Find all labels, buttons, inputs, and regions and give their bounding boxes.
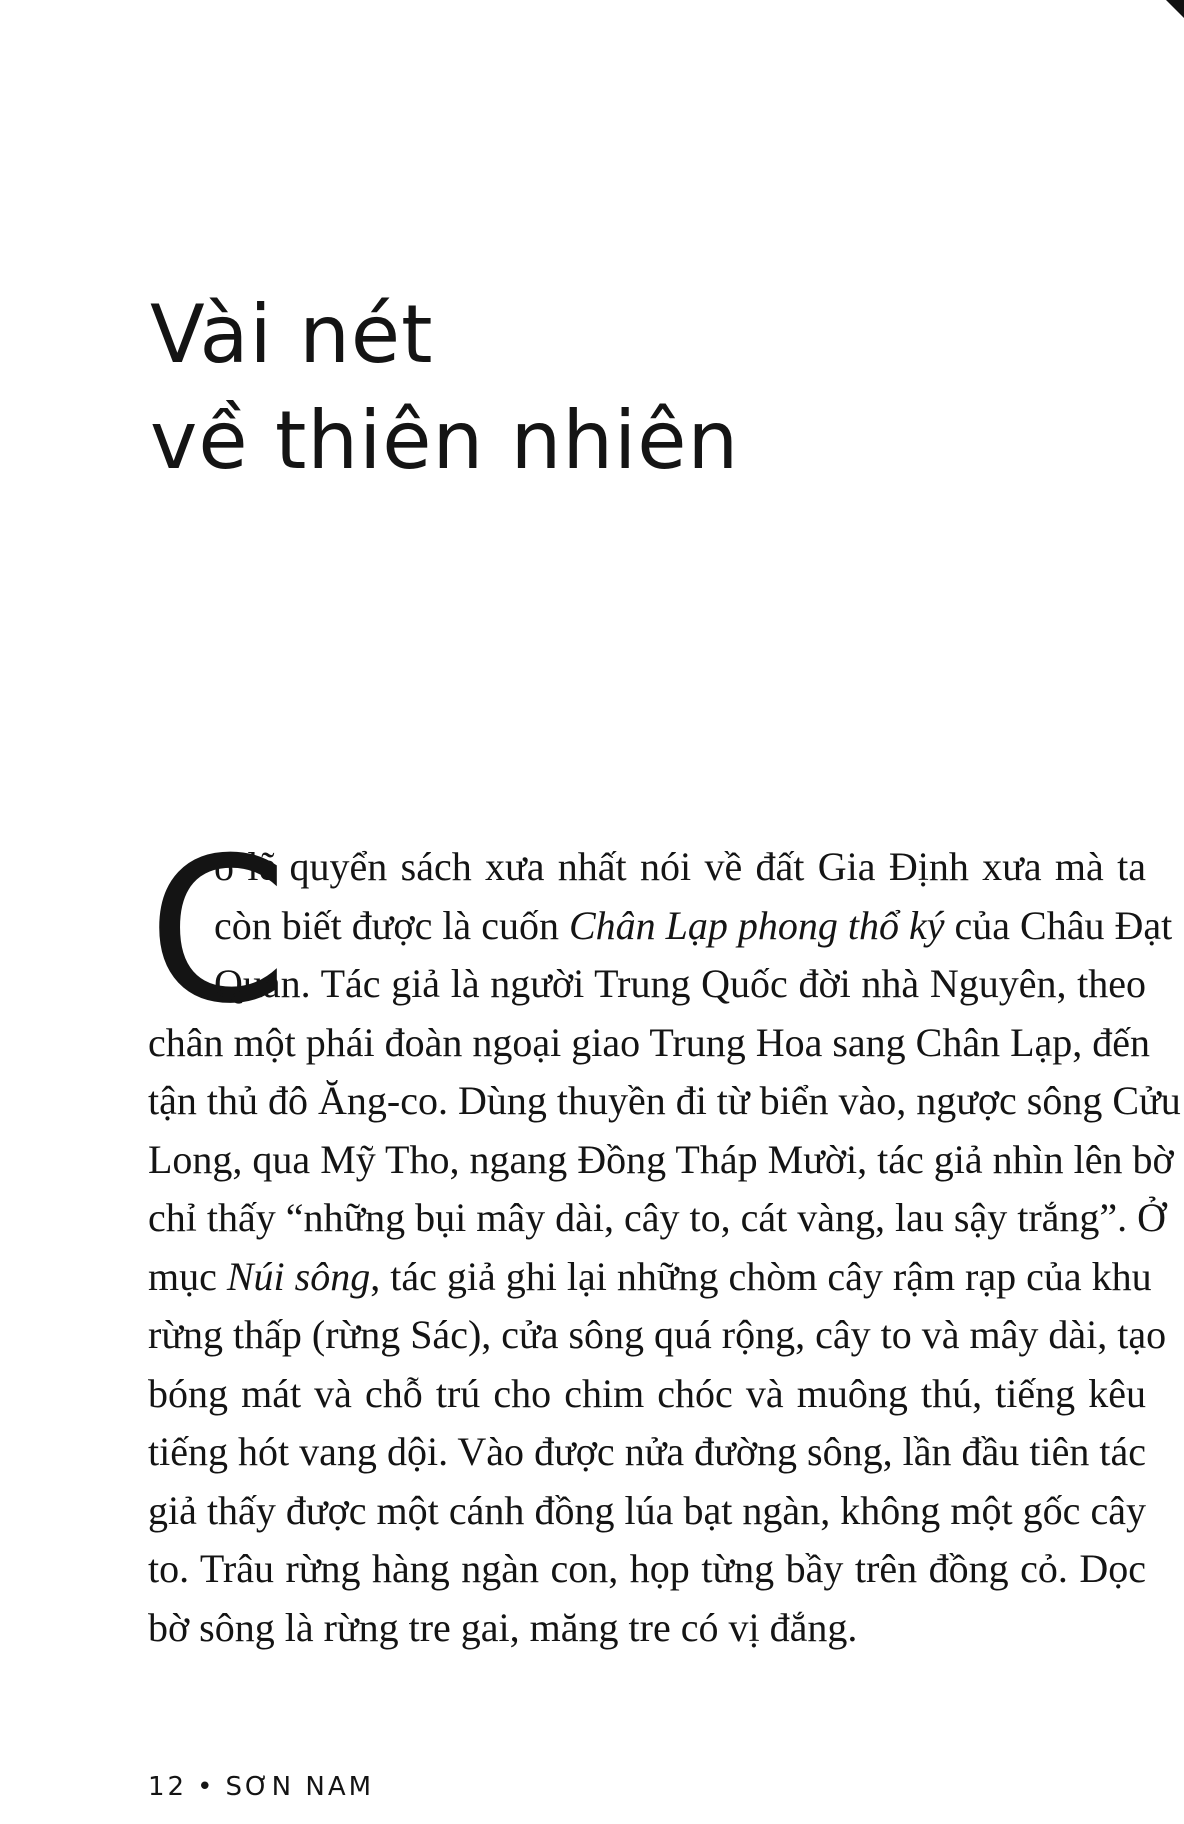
- body-paragraph: [148, 815, 1181, 1657]
- paragraph-line-segment: , tác giả ghi lại những chòm cây rậm rạp của khu: [370, 1253, 1152, 1299]
- chapter-title-line-2: về thiên nhiên: [150, 394, 740, 487]
- paragraph-line: Quan. Tác giả là người Trung Quốc đời nhà Nguyên, theo: [214, 961, 1146, 1006]
- paragraph-line: tiếng hót vang dội. Vào được nửa đường sông, lần đầu tiên tác: [148, 1429, 1146, 1474]
- paragraph-line: bờ sông là rừng tre gai, măng tre có vị đắng.: [148, 1604, 858, 1650]
- paragraph-line: tận thủ đô Ăng-co. Dùng thuyền đi từ biển vào, ngược sông Cửu: [148, 1078, 1181, 1123]
- page-number: 12: [148, 1772, 188, 1802]
- book-title: Chân Lạp phong thổ ký: [568, 902, 945, 948]
- drop-cap: C: [148, 815, 288, 1048]
- paragraph-line: [148, 1248, 1152, 1307]
- section-title: Núi sông: [226, 1253, 371, 1299]
- paragraph-line: rừng thấp (rừng Sác), cửa sông quá rộng, cây to và mây dài, tạo: [148, 1312, 1167, 1357]
- author-name: SƠN NAM: [225, 1772, 375, 1802]
- page-footer: [148, 1772, 374, 1802]
- paragraph-line: bóng mát và chỗ trú cho chim chóc và muông thú, tiếng kêu: [148, 1370, 1146, 1416]
- paragraph-line: to. Trâu rừng hàng ngàn con, họp từng bầy trên đồng cỏ. Dọc: [148, 1546, 1146, 1591]
- paragraph-line-segment: mục: [148, 1253, 227, 1299]
- paragraph-line: [148, 897, 1173, 956]
- paragraph-line: giả thấy được một cánh đồng lúa bạt ngàn, không một gốc cây: [148, 1487, 1146, 1533]
- paragraph-line: ó lẽ quyển sách xưa nhất nói về đất Gia Định xưa mà ta: [214, 844, 1146, 889]
- paragraph-line: Long, qua Mỹ Tho, ngang Đồng Tháp Mười, tác giả nhìn lên bờ: [148, 1136, 1174, 1182]
- paragraph-line-segment: của Châu Đạt: [944, 902, 1173, 948]
- chapter-title: [150, 282, 739, 494]
- page-corner-mark: [1166, 0, 1184, 18]
- bullet-separator: •: [197, 1772, 216, 1802]
- paragraph-line: chân một phái đoàn ngoại giao Trung Hoa sang Chân Lạp, đến: [148, 1019, 1151, 1065]
- chapter-title-line-1: Vài nét: [150, 288, 434, 381]
- paragraph-line-segment: còn biết được là cuốn: [214, 902, 569, 948]
- paragraph-line: chỉ thấy “những bụi mây dài, cây to, cát vàng, lau sậy trắng”. Ở: [148, 1195, 1167, 1240]
